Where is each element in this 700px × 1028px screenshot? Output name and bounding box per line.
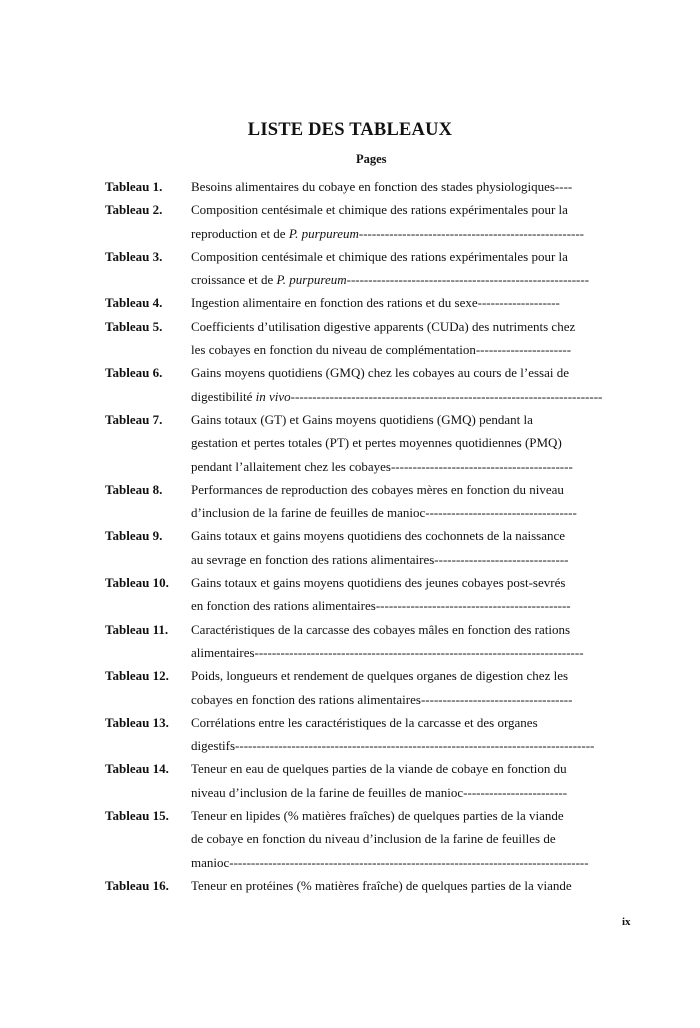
table-label: Tableau 10. — [105, 575, 169, 591]
list-item — [0, 804, 700, 874]
entry-text-line: en fonction des rations alimentaires--------------------------------------------- — [191, 598, 571, 614]
entry-text-line: cobayes en fonction des rations alimentaires----------------------------------- — [191, 691, 573, 707]
table-label: Tableau 4. — [105, 295, 163, 311]
entry-text-line: Besoins alimentaires du cobaye en fonction des stades physiologiques---- — [191, 179, 573, 194]
list-item — [0, 175, 700, 198]
entry-text-line: Gains moyens quotidiens (GMQ) chez les cobayes au cours de l’essai de — [191, 365, 569, 381]
list-item — [0, 408, 700, 478]
list-item — [0, 361, 700, 408]
entry-text-line: alimentaires---------------------------------------------------------------------------- — [191, 644, 584, 660]
entry-text-line: croissance et de P. purpureum-------------------------------------------------------- — [191, 272, 590, 288]
table-label: Tableau 1. — [105, 179, 163, 194]
entry-text-line: Composition centésimale et chimique des rations expérimentales pour la — [191, 248, 568, 264]
table-label: Tableau 2. — [105, 202, 163, 218]
entry-text-line: Gains totaux et gains moyens quotidiens des jeunes cobayes post-sevrés — [191, 575, 566, 591]
table-label: Tableau 8. — [105, 481, 163, 497]
entry-text-line: digestifs----------------------------------------------------------------------------------- — [191, 738, 595, 754]
entry-text-line: Ingestion alimentaire en fonction des rations et du sexe------------------- — [191, 295, 560, 311]
entry-text-line: Coefficients d’utilisation digestive apparents (CUDa) des nutriments chez — [191, 318, 576, 334]
pages-column-header: Pages — [356, 152, 387, 166]
entry-text-line: Gains totaux et gains moyens quotidiens des cochonnets de la naissance — [191, 528, 566, 544]
entry-text-line: Caractéristiques de la carcasse des cobayes mâles en fonction des rations — [191, 621, 571, 637]
list-item — [0, 571, 700, 618]
entry-text-line: Performances de reproduction des cobayes mères en fonction du niveau — [191, 481, 564, 497]
list-item — [0, 757, 700, 804]
entry-text-line: de cobaye en fonction du niveau d’inclusion de la farine de feuilles de — [191, 831, 556, 847]
entry-text-line: Composition centésimale et chimique des rations expérimentales pour la — [191, 202, 568, 218]
list-item — [0, 315, 700, 362]
entry-text-line: Poids, longueurs et rendement de quelques organes de digestion chez les — [191, 668, 569, 684]
table-label: Tableau 6. — [105, 365, 163, 381]
entry-text-line: Teneur en lipides (% matières fraîches) de quelques parties de la viande — [191, 808, 564, 824]
table-label: Tableau 16. — [105, 877, 169, 893]
list-item — [0, 245, 700, 292]
page-title: LISTE DES TABLEAUX — [247, 120, 453, 140]
list-item — [0, 478, 700, 525]
table-label: Tableau 5. — [105, 318, 163, 334]
entry-text-line: niveau d’inclusion de la farine de feuilles de manioc------------------------ — [191, 784, 568, 800]
list-item — [0, 198, 700, 245]
entry-text-line: manioc----------------------------------------------------------------------------------- — [191, 854, 589, 870]
entry-text-line: Gains totaux (GT) et Gains moyens quotidiens (GMQ) pendant la — [191, 411, 533, 427]
table-label: Tableau 9. — [105, 528, 163, 544]
entry-text-line: gestation et pertes totales (PT) et pertes moyennes quotidiennes (PMQ) — [191, 435, 562, 451]
table-label: Tableau 12. — [105, 668, 169, 684]
list-item — [0, 618, 700, 665]
page-number: ix — [622, 916, 631, 928]
table-label: Tableau 11. — [105, 621, 169, 637]
entry-text-line: digestibilité in vivo------------------------------------------------------------------------ — [191, 388, 603, 404]
entry-text-line: d’inclusion de la farine de feuilles de manioc----------------------------------- — [191, 505, 577, 521]
entry-text-line: au sevrage en fonction des rations alimentaires------------------------------- — [191, 551, 569, 567]
entry-text-line: pendant l’allaitement chez les cobayes------------------------------------------ — [191, 458, 573, 474]
list-item — [0, 524, 700, 571]
table-label: Tableau 13. — [105, 714, 169, 730]
list-item — [0, 664, 700, 711]
entry-text-line: Teneur en protéines (% matières fraîche) de quelques parties de la viande — [191, 877, 572, 893]
table-label: Tableau 3. — [105, 248, 163, 264]
list-item — [0, 874, 700, 897]
table-label: Tableau 7. — [105, 411, 163, 427]
table-label: Tableau 14. — [105, 761, 169, 777]
entry-text-line: Teneur en eau de quelques parties de la viande de cobaye en fonction du — [191, 761, 567, 777]
table-list — [0, 175, 700, 897]
list-item — [0, 291, 700, 314]
entry-text-line: Corrélations entre les caractéristiques de la carcasse et des organes — [191, 714, 538, 730]
entry-text-line: reproduction et de P. purpureum---------------------------------------------------- — [191, 225, 585, 241]
entry-text-line: les cobayes en fonction du niveau de complémentation---------------------- — [191, 342, 572, 358]
list-item — [0, 711, 700, 758]
table-label: Tableau 15. — [105, 808, 169, 824]
